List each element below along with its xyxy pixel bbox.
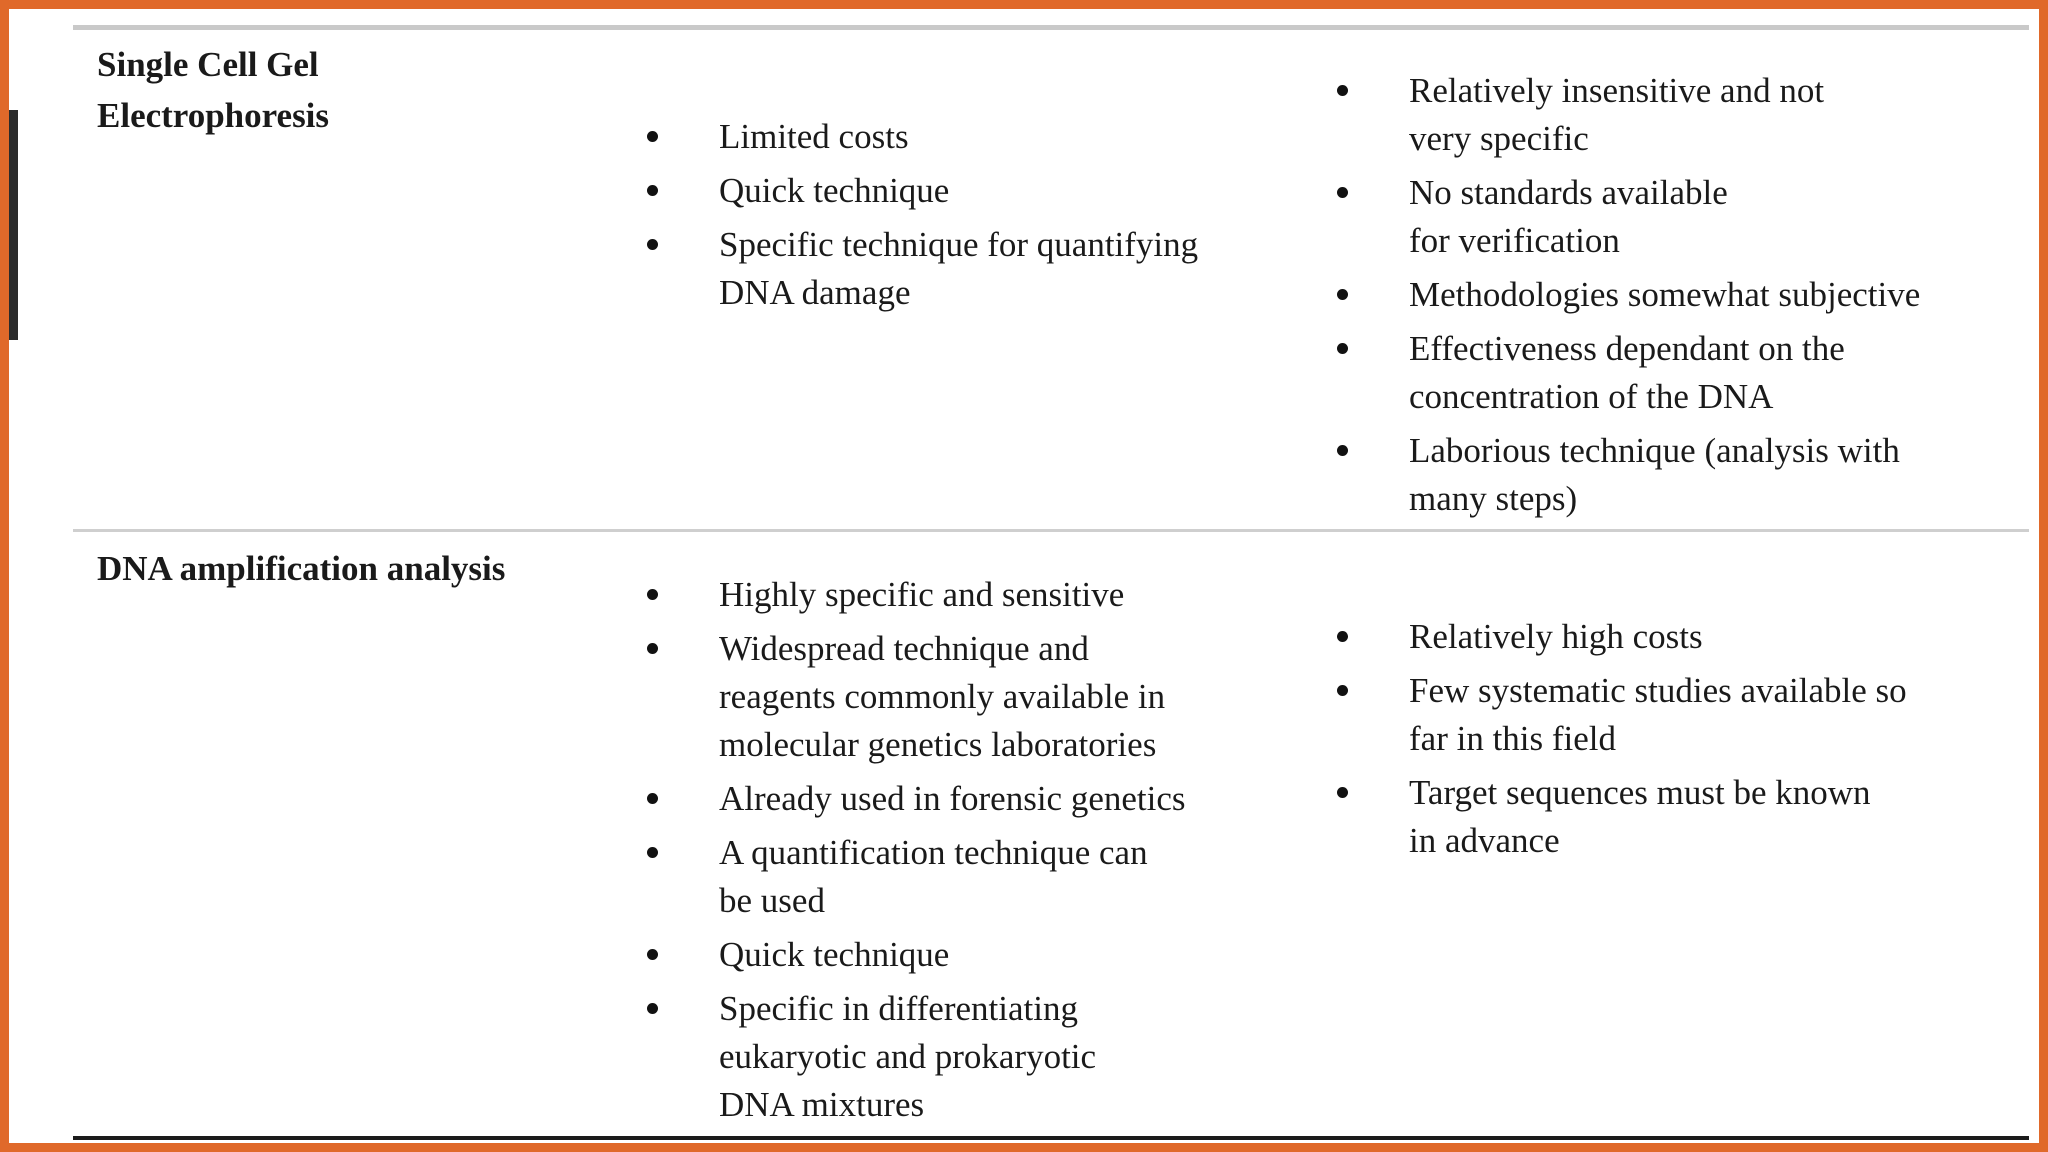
list-item: Methodologies somewhat subjective (1329, 271, 2029, 319)
disadvantages-list (1329, 67, 2029, 529)
list-item: Relatively insensitive and not very specific (1329, 67, 2029, 163)
list-item: Already used in forensic genetics (639, 775, 1339, 823)
list-item: Highly specific and sensitive (639, 571, 1339, 619)
advantages-list (639, 571, 1339, 1135)
list-item: A quantification technique can be used (639, 829, 1339, 925)
list-item: Widespread technique and reagents commonly available in molecular genetics laboratories (639, 625, 1339, 769)
list-item: Limited costs (639, 113, 1359, 161)
row-divider (73, 529, 2029, 532)
disadvantages-list (1329, 613, 2029, 871)
advantages-list (639, 113, 1359, 323)
list-item: Quick technique (639, 931, 1339, 979)
list-item: Relatively high costs (1329, 613, 2029, 661)
method-name: Single Cell Gel Electrophoresis (97, 45, 330, 135)
list-item: Effectiveness dependant on the concentration of the DNA (1329, 325, 2029, 421)
method-name: DNA amplification analysis (97, 549, 506, 588)
table-bottom-rule (73, 1136, 2029, 1140)
list-item: Few systematic studies available so far in this field (1329, 667, 2029, 763)
list-item: Laborious technique (analysis with many steps) (1329, 427, 2029, 523)
list-item: Specific technique for quantifying DNA damage (639, 221, 1359, 317)
list-item: No standards available for verification (1329, 169, 2029, 265)
list-item: Specific in differentiating eukaryotic and prokaryotic DNA mixtures (639, 985, 1339, 1129)
list-item: Quick technique (639, 167, 1359, 215)
side-bar-accent (9, 110, 18, 340)
table-top-rule (73, 25, 2029, 30)
comparison-table (73, 25, 2029, 1140)
list-item: Target sequences must be known in advance (1329, 769, 2029, 865)
